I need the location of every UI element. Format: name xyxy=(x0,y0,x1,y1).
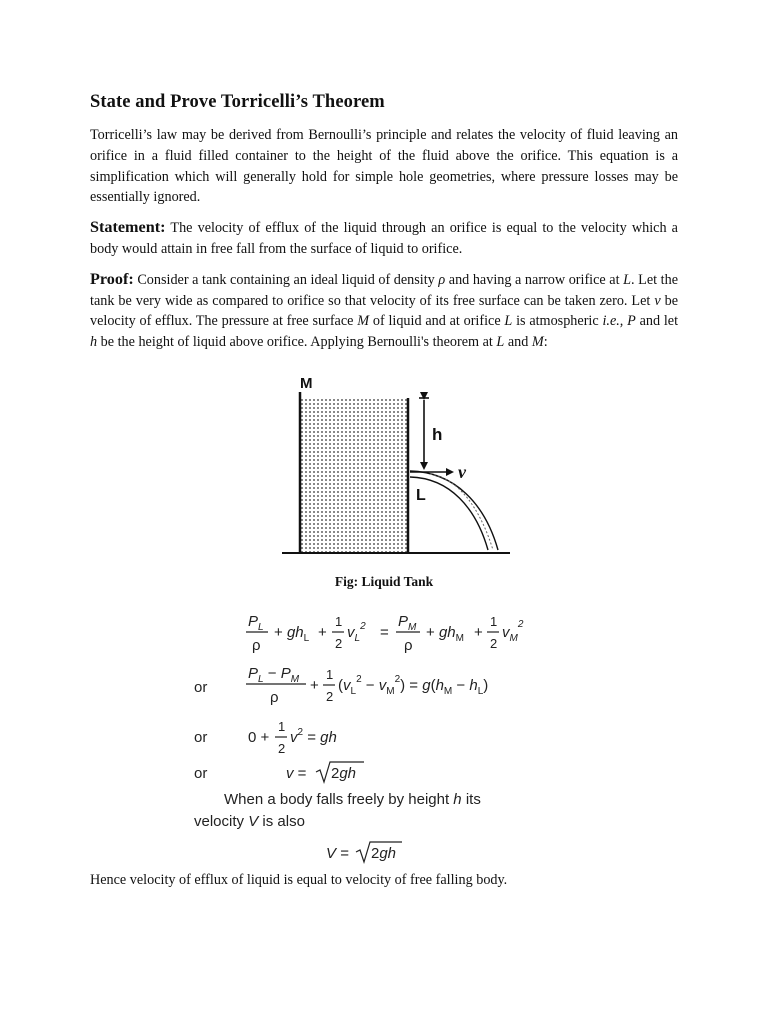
liquid-tank-figure xyxy=(280,374,512,562)
svg-text:+: + xyxy=(318,624,327,641)
statement-label: Statement: xyxy=(90,218,166,237)
svg-text:vM2: $v_M^2$ xyxy=(502,619,524,644)
svg-text:2: 2 xyxy=(335,636,343,651)
svg-text:2gh: 2gh xyxy=(371,845,397,862)
svg-text:1: 1 xyxy=(335,614,343,629)
svg-text:ρ: ρ xyxy=(404,637,413,654)
svg-text:2: 2 xyxy=(326,689,334,704)
label-L: L xyxy=(416,487,426,504)
svg-text:2: 2 xyxy=(278,741,286,756)
label-v: v xyxy=(458,462,466,482)
equation-3 xyxy=(248,719,337,756)
equation-4 xyxy=(286,762,364,782)
page-title: State and Prove Torricelli’s Theorem xyxy=(90,92,385,112)
svg-text:vL2: $v_L^2$ xyxy=(347,621,366,644)
equation-2 xyxy=(246,665,488,706)
svg-text:PL − PM: $P_L - P_M$ xyxy=(248,665,300,685)
svg-text:0 +: 0 + xyxy=(248,729,270,746)
conclusion-paragraph: Hence velocity of efflux of liquid is equal to velocity of free falling body. xyxy=(90,872,508,888)
or-label-3: or xyxy=(194,765,208,782)
proof-paragraph: Proof: Consider a tank containing an ideal liquid of density ρ and having a narrow orifice at L. Let the tank be very wide as compared to orifice so that velocity of its free surface can be taken zero. Let v be velocity of efflux. The pressure at free surface M of liquid and at orifice L is atmospheric i.e., P and let h be the height of liquid above orifice. Applying Bernoulli's theorem at L and M: xyxy=(90,269,679,351)
figure-caption: Fig: Liquid Tank xyxy=(334,574,434,589)
svg-text:1: 1 xyxy=(490,614,498,629)
svg-text:V =: V = xyxy=(326,845,349,862)
svg-text:=: = xyxy=(380,624,389,641)
svg-text:PM: $P_M$ xyxy=(398,613,417,633)
svg-text:ρ: ρ xyxy=(252,637,261,654)
tank-liquid xyxy=(300,398,408,552)
freefall-line-2: velocity V is also xyxy=(194,813,305,830)
statement-paragraph xyxy=(90,217,678,260)
proof-label: Proof: xyxy=(90,269,134,288)
freefall-line-1: When a body falls freely by height h its xyxy=(224,791,481,808)
equation-5 xyxy=(326,842,402,862)
svg-text:1: 1 xyxy=(278,719,286,734)
svg-text:(vL2 − vM2) = g(hM − hL): $(v_L^2 - v_M^2) = g(h_M - h_L)$ xyxy=(338,674,489,697)
statement-text: The velocity of efflux of the liquid through an orifice is equal to the velocity which a body would attain in free fall from the surface of liquid to orifice. xyxy=(90,220,678,257)
or-label-1: or xyxy=(194,679,208,696)
equation-1 xyxy=(246,613,524,654)
equation-block xyxy=(188,604,538,868)
or-label-2: or xyxy=(194,729,208,746)
intro-paragraph: Torricelli’s law may be derived from Bernoulli’s principle and relates the velocity of fluid leaving an orifice in a fluid filled container to the height of the fluid above the orifice. This equation is a simplification which will generally hold for simple hole geometries, where pressure losses may be essentially ignored. xyxy=(90,127,678,206)
svg-text:1: 1 xyxy=(326,667,334,682)
svg-text:+ ghM: + $gh_M$ xyxy=(426,624,464,644)
label-h: h xyxy=(432,425,443,444)
label-M: M xyxy=(300,375,313,392)
svg-text:2: 2 xyxy=(490,636,498,651)
svg-text:v2 = gh: $v^2$ = gh xyxy=(290,727,337,746)
svg-text:ρ: ρ xyxy=(270,689,279,706)
svg-text:2gh: 2gh xyxy=(331,765,357,782)
document-body xyxy=(90,92,678,362)
svg-text:PL: $P_L$ xyxy=(248,613,264,633)
svg-text:v =: v = xyxy=(286,765,307,782)
svg-text:+ ghL: + $gh_L$ xyxy=(274,624,310,644)
svg-text:+: + xyxy=(474,624,483,641)
svg-text:+: + xyxy=(310,677,319,694)
